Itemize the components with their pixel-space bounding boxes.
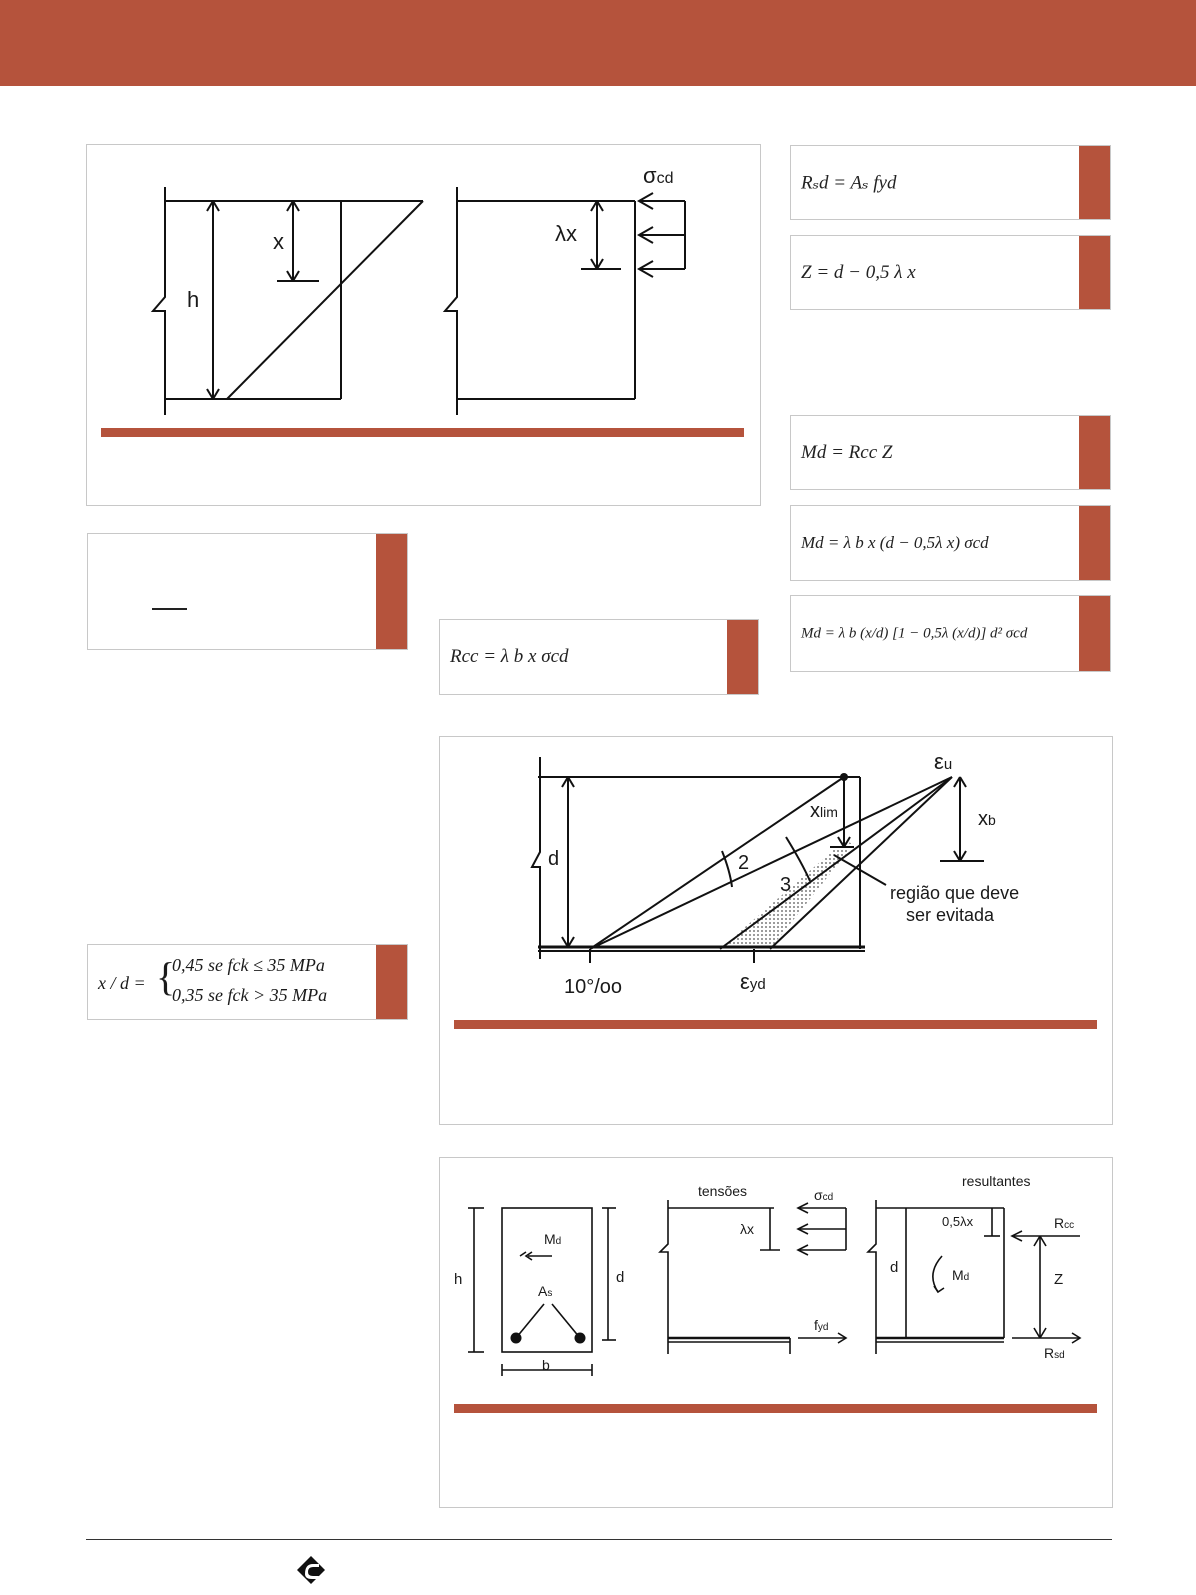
eq-xd-line2: 0,35 se fck > 35 MPa [172,985,328,1005]
label-sigma-cd: σ [814,1187,823,1203]
label-x-lim-sub: lim [820,804,838,820]
label-as: A [538,1283,548,1299]
label-fyd: f [814,1317,818,1333]
eq-box-fraction [87,533,408,650]
svg-text:εyd [740,969,766,994]
label-sigma: σ [643,163,657,188]
label-region-line1: região que deve [890,883,1020,903]
label-d: d [616,1269,625,1286]
eq-box-rsd [790,145,1111,220]
label-fyd-sub: yd [817,1322,829,1333]
eq-xd-prefix: x / d = [98,973,146,993]
label-eps-u-sub: u [943,756,953,773]
svg-text:As [538,1283,552,1299]
label-x: x [273,229,284,254]
label-d: d [548,848,560,870]
label-rcc-sub: cc [1064,1220,1075,1231]
eq-box-rcc [439,619,759,695]
svg-text:xb [978,808,996,830]
eq-xd-line1: 0,45 se fck ≤ 35 MPa [172,955,325,975]
label-rcc: R [1054,1215,1065,1231]
label-eps-yd: ε [740,969,750,994]
label-x-lim: x [810,800,820,822]
label-eps-u: ε [934,749,944,774]
figure-caption-bar [454,1020,1097,1029]
label-md2-sub: d [963,1272,970,1283]
label-lambda-x: λx [555,221,577,246]
label-z: Z [1054,1271,1064,1288]
figure-stress-block [86,144,761,506]
eq-xd-brace: { [156,954,176,999]
eq-number-tab [1079,416,1110,489]
svg-text:xlim [810,800,838,822]
eq-md2: Md = λ b x (d − 0,5λ x) σcd [801,533,989,552]
label-x-b: x [978,808,988,830]
eq-box-md2 [790,505,1111,581]
publisher-logo-icon [293,1552,329,1588]
stress-block-diagram [87,145,762,507]
label-b: b [542,1357,550,1373]
label-region-line2: ser evitada [906,905,995,925]
figure-caption-bar [454,1404,1097,1413]
label-md-sub: d [555,1236,562,1247]
eq-number-tab [1079,596,1110,671]
label-rsd-sub: sd [1054,1350,1065,1361]
eq-rcc: Rcc = λ b x σcd [450,646,569,667]
eq-md3: Md = λ b (x/d) [1 − 0,5λ (x/d)] d² σcd [801,625,1028,641]
footer-rule [86,1539,1112,1540]
label-h: h [454,1271,463,1288]
figure-caption-bar [101,428,744,437]
svg-text:σcd [814,1187,833,1203]
eq-box-xd-limit [87,944,408,1020]
label-x-b-sub: b [988,812,996,828]
eq-box-md3 [790,595,1111,672]
label-domain-2: 2 [738,852,750,874]
header-bar [0,0,1196,86]
label-domain-3: 3 [780,874,792,896]
fraction-bar [152,608,187,610]
label-eps-yd-sub: yd [749,976,766,993]
label-rsd: R [1044,1345,1055,1361]
label-h: h [187,287,200,312]
label-strain-10: 10°/oo [564,976,623,998]
svg-text:fyd [814,1317,828,1333]
label-d2: d [890,1259,899,1276]
label-sigma-cd-sub: cd [822,1192,834,1203]
eq-box-md1 [790,415,1111,490]
svg-text:Md [952,1267,969,1283]
svg-text:σcd [643,163,673,188]
eq-rsd: Rₛd = Aₛ fyd [801,172,897,193]
eq-number-tab [1079,236,1110,309]
label-as-sub: s [547,1288,553,1299]
figure-section-resultants [439,1157,1113,1508]
eq-number-tab [1079,506,1110,580]
eq-number-tab [376,534,407,649]
strain-domains-diagram [440,737,1114,1126]
eq-number-tab [1079,146,1110,219]
figure-strain-domains [439,736,1113,1125]
svg-text:Rcc [1054,1215,1074,1231]
label-half-lambda-x: 0,5λx [942,1214,974,1229]
label-md2: M [952,1267,964,1283]
label-md: M [544,1231,556,1247]
svg-text:Md [544,1231,561,1247]
eq-z: Z = d − 0,5 λ x [801,261,916,283]
eq-md1: Md = Rcc Z [801,441,893,463]
eq-number-tab [376,945,407,1019]
svg-text:εu [934,749,952,774]
eq-number-tab [727,620,758,694]
label-sigma-sub: cd [656,170,674,187]
svg-text:Rsd [1044,1345,1065,1361]
section-resultants-diagram [440,1158,1114,1509]
label-tensoes: tensões [698,1183,748,1199]
label-resultantes: resultantes [962,1173,1031,1189]
label-lambda-x: λx [740,1221,754,1237]
eq-box-z [790,235,1111,310]
